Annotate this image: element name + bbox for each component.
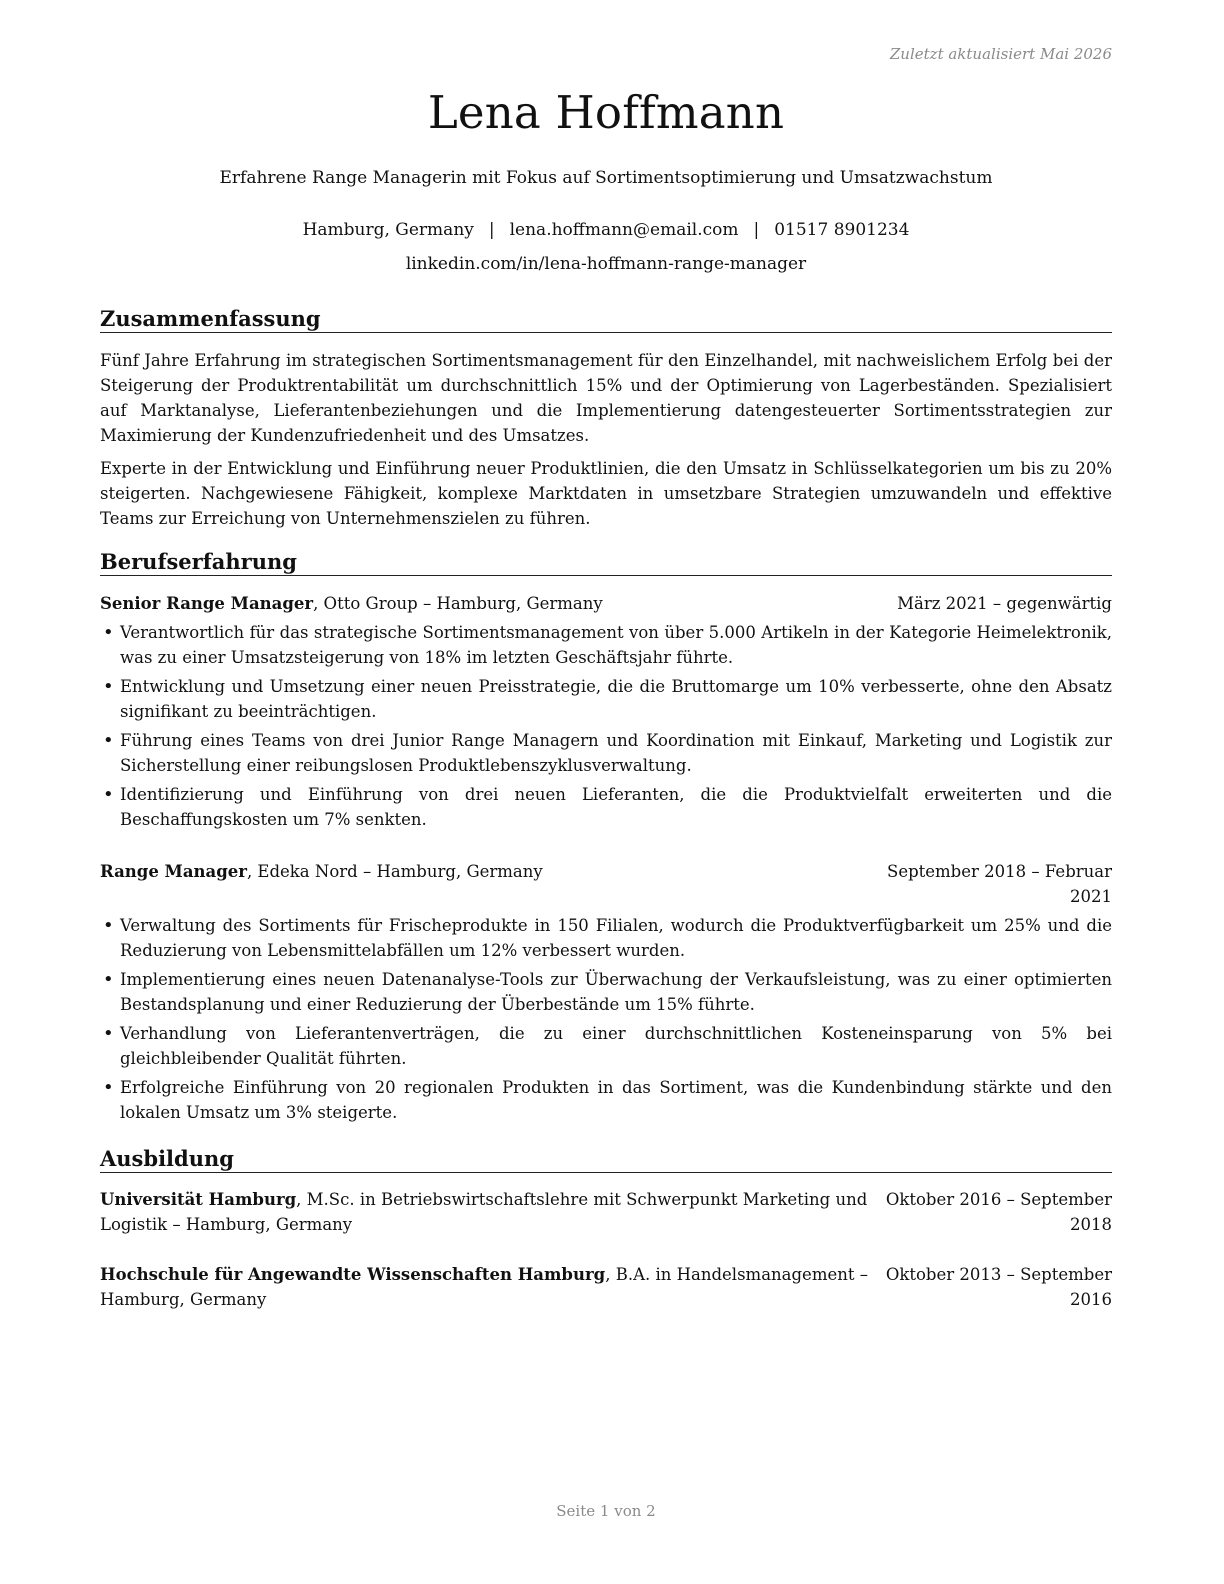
list-item: • Verwaltung des Sortiments für Frischeprodukte in 150 Filialen, wodurch die Produktverfügbarkeit um 25% und die Reduzierung von Lebensmittelabfällen um 12% verbessert wurden. [100, 913, 1112, 963]
job-bullets [100, 913, 1112, 1125]
education-dates [886, 1187, 1112, 1237]
job-entry [100, 591, 1112, 832]
education-dates-line: Oktober 2013 – September [885, 1265, 1112, 1284]
separator: | [488, 220, 495, 240]
last-updated: Zuletzt aktualisiert Mai 2026 [889, 45, 1112, 63]
list-item: • Führung eines Teams von drei Junior Range Managern und Koordination mit Einkauf, Marketing und Logistik zur Sicherstellung einer reibungslosen Produktlebenszyklusverwaltung. [100, 728, 1112, 778]
section-title-summary: Zusammenfassung [100, 306, 1112, 333]
job-company: , Edeka Nord – Hamburg, Germany [246, 862, 543, 881]
job-dates [887, 859, 1112, 909]
job-dates-line: September 2018 – Februar [887, 862, 1112, 881]
email-link[interactable]: lena.hoffmann@email.com [509, 220, 739, 240]
school-name: Universität Hamburg [100, 1190, 297, 1209]
degree-location: Logistik – Hamburg, Germany [100, 1215, 353, 1234]
summary-body [100, 348, 1112, 531]
education-entry [100, 1187, 1112, 1237]
list-item: • Verantwortlich für das strategische Sortimentsmanagement von über 5.000 Artikeln in der Kategorie Heimelektronik, was zu einer Umsatzsteigerung von 18% im letzten Geschäftsjahr führte. [100, 620, 1112, 670]
phone: 01517 8901234 [774, 220, 910, 240]
job-company: , Otto Group – Hamburg, Germany [313, 594, 603, 613]
degree: , M.Sc. in Betriebswirtschaftslehre mit Schwerpunkt Marketing und [296, 1190, 868, 1209]
list-item: • Erfolgreiche Einführung von 20 regionalen Produkten in das Sortiment, was die Kundenbindung stärkte und den lokalen Umsatz um 3% steigerte. [100, 1075, 1112, 1125]
location: Hamburg, Germany [302, 220, 474, 240]
job-header [100, 591, 1112, 616]
summary-paragraph: Experte in der Entwicklung und Einführung neuer Produktlinien, die den Umsatz in Schlüsselkategorien um bis zu 20% steigerten. Nachgewiesene Fähigkeit, komplexe Marktdaten in umsetzbare Strategien umzuwandeln und effektive Teams zur Erreichung von Unternehmenszielen zu führen. [100, 459, 1112, 528]
list-item: • Identifizierung und Einführung von drei neuen Lieferanten, die die Produktvielfalt erweiterten und die Beschaffungskosten um 7% senkten. [100, 782, 1112, 832]
job-role: Senior Range Manager [100, 594, 314, 613]
education-dates [886, 1262, 1112, 1312]
page-number: Seite 1 von 2 [556, 1502, 656, 1520]
job-header [100, 859, 1112, 909]
degree: , B.A. in Handelsmanagement – [605, 1265, 868, 1284]
section-title-education: Ausbildung [100, 1146, 1112, 1173]
education-dates-line: 2018 [1070, 1215, 1112, 1234]
education-dates-line: 2016 [1070, 1290, 1112, 1309]
job-bullets [100, 620, 1112, 832]
job-dates-line: 2021 [1070, 887, 1112, 906]
list-item: • Implementierung eines neuen Datenanalyse-Tools zur Überwachung der Verkaufsleistung, was zu einer optimierten Bestandsplanung und einer Reduzierung der Überbestände um 15% führte. [100, 967, 1112, 1017]
contact-line [100, 220, 1112, 240]
degree-location: Hamburg, Germany [100, 1290, 267, 1309]
education-entry [100, 1262, 1112, 1312]
linkedin-link[interactable]: linkedin.com/in/lena-hoffmann-range-manager [405, 254, 807, 274]
job-dates: März 2021 – gegenwärtig [897, 594, 1112, 613]
section-title-experience: Berufserfahrung [100, 549, 1112, 576]
resume-page [100, 0, 1112, 1584]
summary-paragraph: Fünf Jahre Erfahrung im strategischen Sortimentsmanagement für den Einzelhandel, mit nachweislichem Erfolg bei der Steigerung der Produktrentabilität um durchschnittlich 15% und der Optimierung von Lagerbeständen. Spezialisiert auf Marktanalyse, Lieferantenbeziehungen und die Implementierung datengesteuerter Sortimentsstrategien zur Maximierung der Kundenzufriedenheit und des Umsatzes. [100, 351, 1112, 445]
job-role: Range Manager [100, 862, 247, 881]
education-dates-line: Oktober 2016 – September [885, 1190, 1112, 1209]
candidate-name: Lena Hoffmann [427, 86, 785, 139]
job-entry [100, 859, 1112, 1125]
tagline: Erfahrene Range Managerin mit Fokus auf Sortimentsoptimierung und Umsatzwachstum [219, 168, 993, 188]
separator: | [753, 220, 760, 240]
list-item: • Entwicklung und Umsetzung einer neuen Preisstrategie, die die Bruttomarge um 10% verbesserte, ohne den Absatz signifikant zu beeinträchtigen. [100, 674, 1112, 724]
list-item: • Verhandlung von Lieferantenverträgen, die zu einer durchschnittlichen Kosteneinsparung von 5% bei gleichbleibender Qualität führten. [100, 1021, 1112, 1071]
school-name: Hochschule für Angewandte Wissenschaften Hamburg [100, 1265, 606, 1284]
